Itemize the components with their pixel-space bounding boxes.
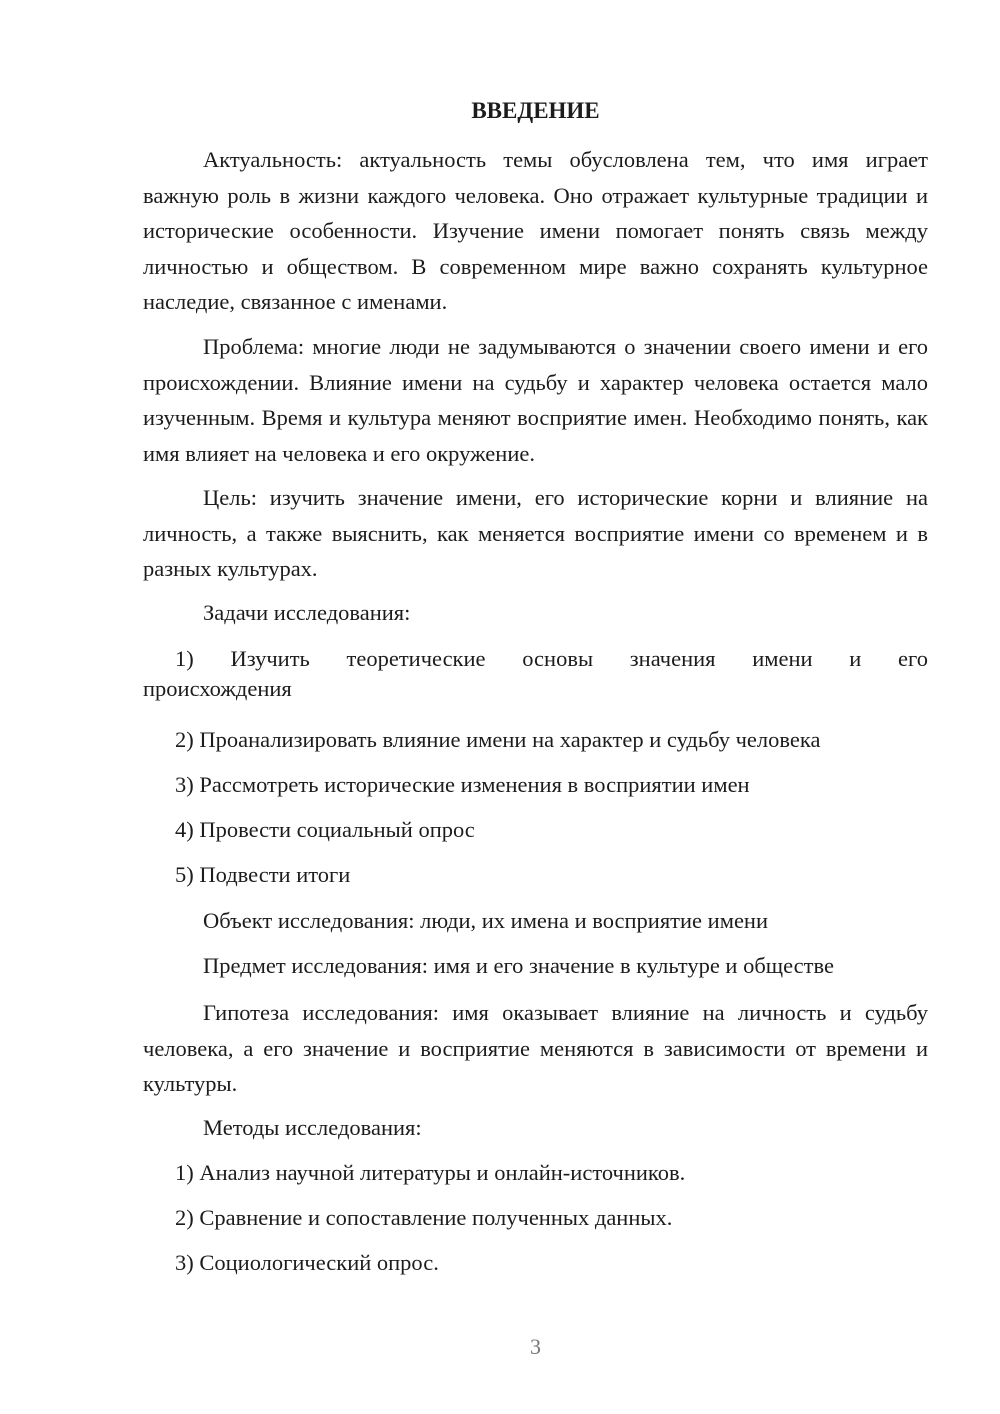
task-word: имени [752, 646, 813, 671]
task-word: 1) [175, 646, 194, 671]
method-item-1: 1) Анализ научной литературы и онлайн-источников. [175, 1160, 686, 1185]
goal-paragraph: Цель: изучить значение имени, его исторические корни и влияние на личность, а также выяснить, как меняется восприятие имени со временем и в разных культурах. [143, 485, 928, 581]
task-word: и [849, 646, 862, 671]
task-item-3: 3) Рассмотреть исторические изменения в восприятии имен [175, 772, 750, 797]
task-item-2: 2) Проанализировать влияние имени на характер и судьбу человека [175, 727, 821, 752]
problem-paragraph: Проблема: многие люди не задумываются о значении своего имени и его происхождении. Влияние имени на судьбу и характер человека остается мало изученным. Время и культура меняют восприятие имен. Необходимо понять, как имя влияет на человека и его окружение. [143, 334, 928, 466]
task-item-1-first-line [143, 644, 928, 674]
method-item-2: 2) Сравнение и сопоставление полученных данных. [175, 1205, 673, 1230]
task-word: основы [522, 646, 594, 671]
research-subject: Предмет исследования: имя и его значение в культуре и обществе [203, 953, 834, 978]
task-word: значения [629, 646, 716, 671]
task-word: Изучить [230, 646, 310, 671]
task-item-4: 4) Провести социальный опрос [175, 817, 475, 842]
task-word: его [898, 646, 928, 671]
hypothesis-paragraph: Гипотеза исследования: имя оказывает влияние на личность и судьбу человека, а его значение и восприятие меняются в зависимости от времени и культуры. [143, 1000, 928, 1096]
method-item-3: 3) Социологический опрос. [175, 1250, 439, 1275]
research-object: Объект исследования: люди, их имена и восприятие имени [203, 908, 769, 933]
page-title: ВВЕДЕНИЕ [471, 98, 600, 123]
task-item-1-continuation: происхождения [143, 676, 292, 701]
task-word: теоретические [346, 646, 486, 671]
tasks-heading: Задачи исследования: [203, 600, 411, 625]
page-number: 3 [530, 1334, 541, 1359]
relevance-paragraph: Актуальность: актуальность темы обусловлена тем, что имя играет важную роль в жизни каждого человека. Оно отражает культурные традиции и исторические особенности. Изучение имени помогает понять связь между личностью и обществом. В современном мире важно сохранять культурное наследие, связанное с именами. [143, 147, 928, 314]
task-item-1 [143, 644, 928, 704]
methods-heading: Методы исследования: [203, 1115, 422, 1140]
task-item-5: 5) Подвести итоги [175, 862, 351, 887]
